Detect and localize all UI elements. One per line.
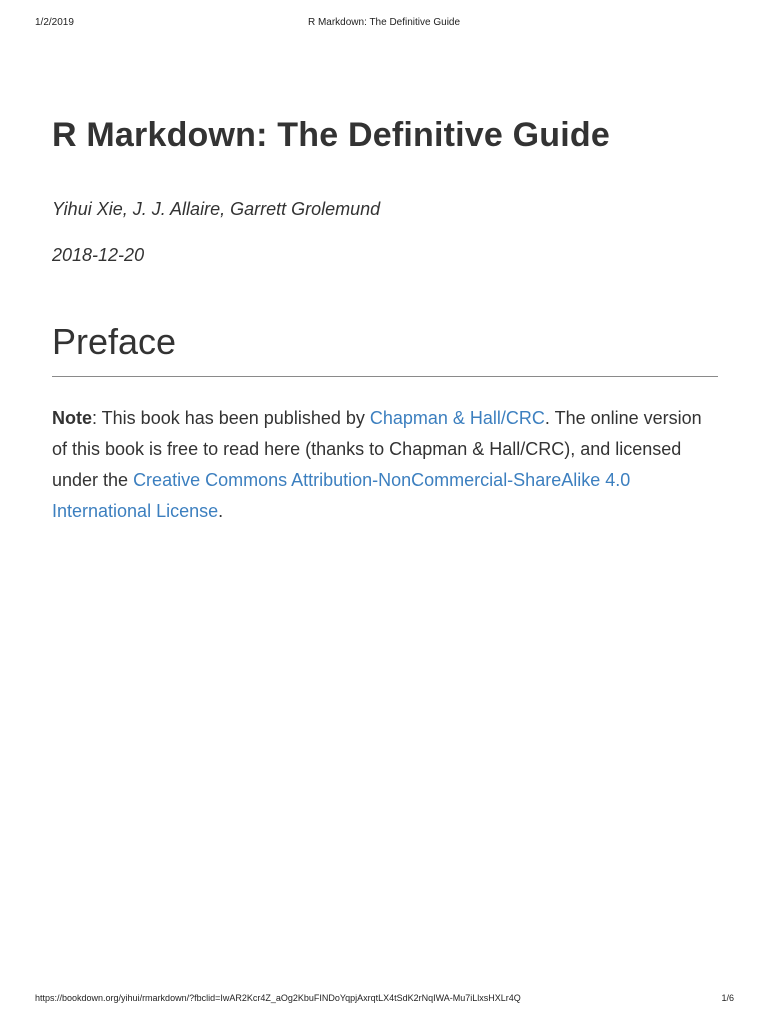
preface-text-2: . The online version of this book is free to read here (thanks to Chapman & Hall/CRC), and licensed under the [52, 408, 702, 490]
print-footer [0, 993, 768, 1007]
preface-text-1: : This book has been published by [92, 408, 370, 428]
print-title: R Markdown: The Definitive Guide [307, 17, 461, 28]
book-authors: Yihui Xie, J. J. Allaire, Garrett Grolemund [52, 199, 381, 219]
page-url: https://bookdown.org/yihui/rmarkdown/?fbclid=IwAR2Kcr4Z_aOg2KbuFINDoYqpjAxrqtLX4tSdK2rNqIWA-Mu7iLlxsHXLr4Q [35, 993, 521, 1003]
main-content [52, 108, 718, 527]
print-date: 1/2/2019 [35, 17, 74, 28]
license-link[interactable]: Creative Commons Attribution-NonCommercial-ShareAlike 4.0 International License [52, 470, 631, 521]
publisher-link[interactable]: Chapman & Hall/CRC [369, 408, 545, 428]
book-date: 2018-12-20 [52, 245, 145, 265]
preface-heading: Preface [52, 318, 718, 377]
preface-paragraph [52, 403, 718, 527]
print-header [0, 17, 768, 31]
page-count: 1/6 [721, 993, 734, 1003]
book-title: R Markdown: The Definitive Guide [52, 116, 611, 154]
note-label: Note [52, 408, 92, 428]
preface-text-3: . [218, 501, 224, 521]
